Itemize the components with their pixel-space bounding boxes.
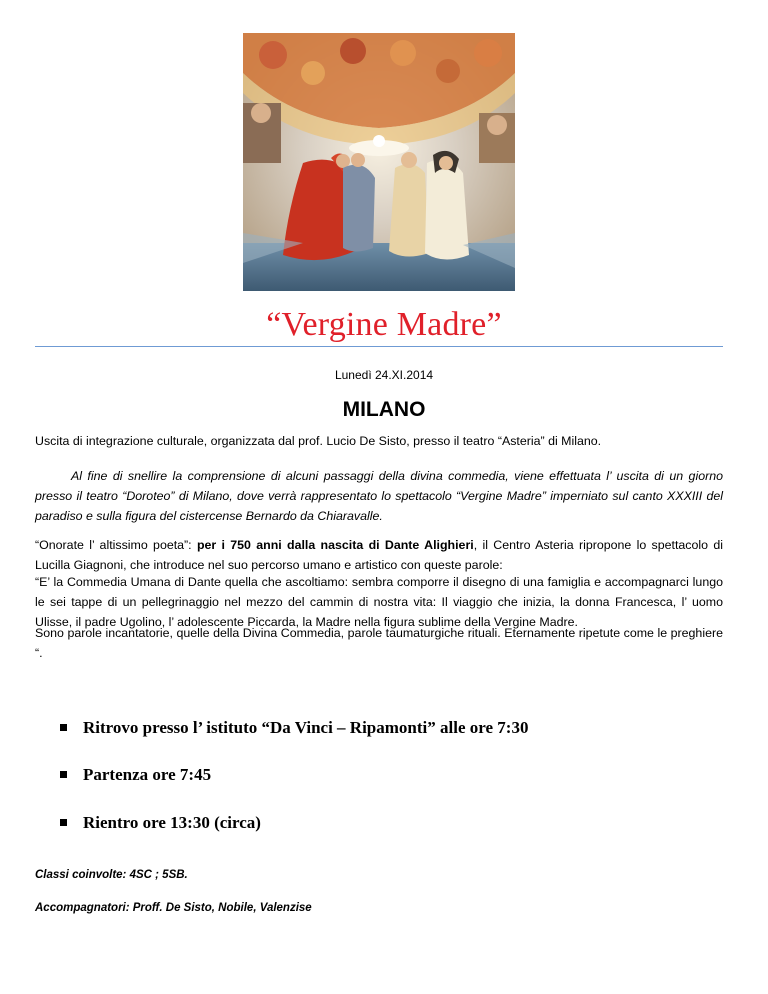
- page-title: “Vergine Madre”: [266, 306, 502, 343]
- teachers-note: Accompagnatori: Proff. De Sisto, Nobile, Valenzise: [35, 902, 312, 914]
- honor-paragraph: [35, 535, 723, 575]
- square-bullet-icon: [60, 819, 67, 826]
- italic-paragraph: [35, 466, 723, 526]
- quote-paragraph: “E’ la Commedia Umana di Dante quella che ascoltiamo: sembra comporre il disegno di una famiglia e accompagnarci lungo le sei tappe di un pellegrinaggio nel mezzo del cammin di nostra vita: Il viaggio che inizia, la donna Francesca, l’ uomo Ulisse, il padre Ugolino, l’ adolescente Piccarda, la Madre nella figura sublime della Vergine Madre.: [35, 575, 723, 629]
- intro-paragraph: Uscita di integrazione culturale, organizzata dal prof. Lucio De Sisto, presso il teatro “Asteria” di Milano.: [35, 434, 602, 448]
- classes-note: Classi coinvolte: 4SC ; 5SB.: [35, 869, 188, 881]
- event-city: MILANO: [342, 398, 426, 421]
- list-item: Ritrovo presso l’ istituto “Da Vinci – Ripamonti” alle ore 7:30: [60, 718, 528, 738]
- honor-rest: , il Centro Asteria ripropone lo spettacolo di Lucilla Giagnoni, che introduce nel suo percorso umano e artistico con queste parole:: [35, 538, 723, 572]
- fresco-image: [243, 33, 515, 291]
- honor-lead: “Onorate l’ altissimo poeta”:: [35, 538, 197, 552]
- square-bullet-icon: [60, 771, 67, 778]
- square-bullet-icon: [60, 724, 67, 731]
- event-date: Lunedì 24.XI.2014: [334, 368, 434, 382]
- closing-paragraph: Sono parole incantatorie, quelle della Divina Commedia, parole taumaturgiche rituali. Eternamente ripetute come le preghiere “.: [35, 626, 723, 660]
- title-divider: [35, 346, 723, 347]
- list-item: Rientro ore 13:30 (circa): [60, 813, 261, 833]
- italic-paragraph-text: Al fine di snellire la comprensione di alcuni passaggi della divina commedia, viene effettuata l’ uscita di un giorno presso il teatro “Doroteo” di Milano, dove verrà rappresentato lo spettacolo “Vergine Madre” imperniato sul canto XXXIII del paradiso e sulla figura del cistercense Bernardo da Chiaravalle.: [35, 469, 723, 523]
- honor-bold: per i 750 anni dalla nascita di Dante Alighieri: [196, 538, 474, 552]
- list-item: Partenza ore 7:45: [60, 765, 211, 785]
